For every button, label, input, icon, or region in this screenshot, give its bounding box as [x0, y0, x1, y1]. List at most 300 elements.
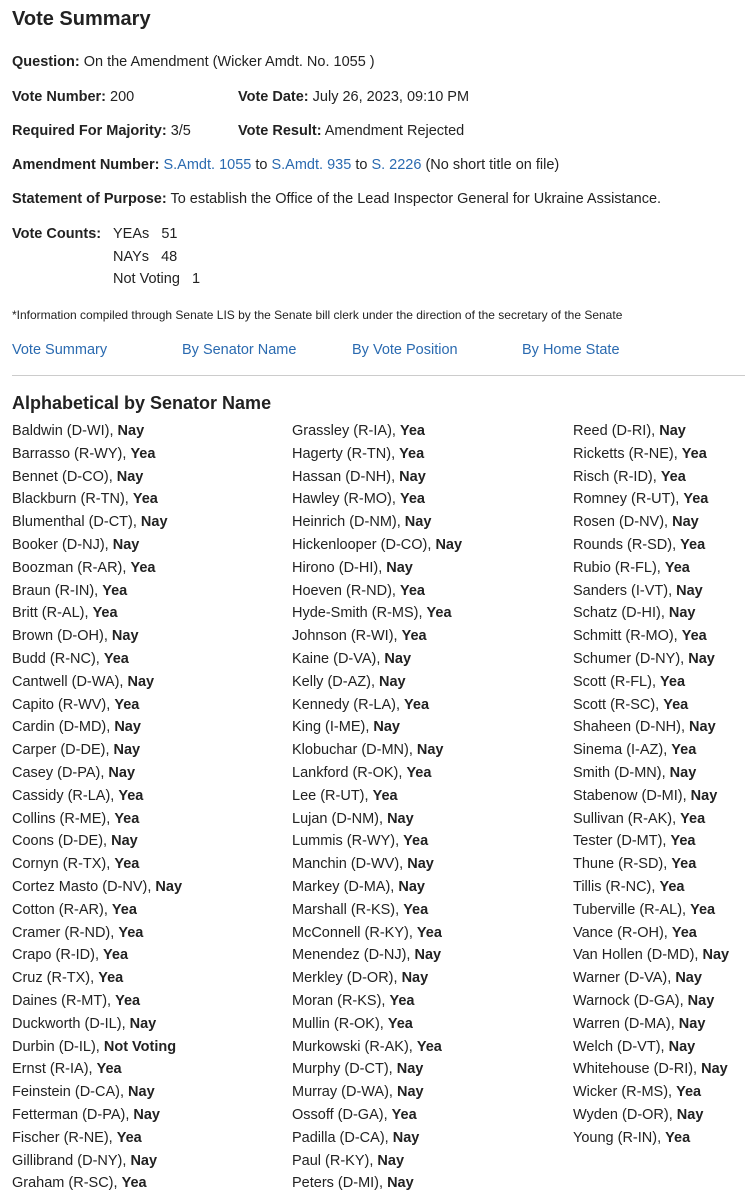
- senator-row: [292, 580, 552, 603]
- senator-row: [573, 990, 745, 1013]
- senator-vote: Nay: [116, 468, 144, 485]
- senator-vote: Yea: [98, 970, 124, 987]
- senator-vote: Yea: [111, 901, 137, 918]
- senator-vote: Yea: [670, 833, 696, 850]
- senator-row: [12, 716, 272, 739]
- senator-name: Feinstein (D-CA),: [12, 1084, 124, 1101]
- senator-row: [292, 488, 552, 511]
- senator-vote: Nay: [377, 1152, 405, 1169]
- vote-result-label: Vote Result:: [238, 123, 322, 139]
- yeas-count: [113, 226, 178, 242]
- required-majority-label: Required For Majority:: [12, 123, 167, 139]
- senator-row: [573, 602, 745, 625]
- senator-name: Crapo (R-ID),: [12, 947, 100, 964]
- senator-name: Cramer (R-ND),: [12, 924, 115, 941]
- senator-vote: Nay: [373, 719, 400, 736]
- senator-row: [12, 488, 272, 511]
- senator-vote: Nay: [386, 559, 413, 576]
- senator-vote: Yea: [660, 468, 686, 485]
- senator-row: [12, 1081, 272, 1104]
- senator-name: Hagerty (R-TN),: [292, 445, 396, 462]
- senator-row: [292, 739, 552, 762]
- senator-vote: Yea: [115, 992, 141, 1009]
- senator-vote: Yea: [664, 559, 690, 576]
- vote-number-value: 200: [110, 89, 135, 105]
- senator-row: [12, 739, 272, 762]
- senator-row: [292, 967, 552, 990]
- senator-row: [292, 466, 552, 489]
- senator-vote: Yea: [116, 1129, 142, 1146]
- senator-row: [12, 830, 272, 853]
- senator-row: [292, 1150, 552, 1173]
- senator-name: Kaine (D-VA),: [292, 650, 381, 667]
- senator-row: [292, 808, 552, 831]
- senator-vote: Nay: [155, 878, 183, 895]
- senator-vote: Nay: [669, 764, 697, 781]
- senator-row: [573, 488, 745, 511]
- senator-row: [12, 694, 272, 717]
- senator-name: Blumenthal (D-CT),: [12, 514, 137, 531]
- senator-vote: Yea: [671, 742, 697, 759]
- senator-vote: Yea: [372, 787, 398, 804]
- senator-vote: Nay: [387, 1175, 414, 1192]
- senator-name: Boozman (R-AR),: [12, 559, 127, 576]
- senator-vote: Nay: [689, 719, 716, 736]
- senator-name: Hickenlooper (D-CO),: [292, 536, 432, 553]
- senator-vote: Nay: [398, 878, 425, 895]
- senator-row: [12, 671, 272, 694]
- senator-name: Moran (R-KS),: [292, 992, 386, 1009]
- senator-row: [573, 876, 745, 899]
- senator-name: Hirono (D-HI),: [292, 559, 383, 576]
- senator-name: Schatz (D-HI),: [573, 605, 665, 622]
- senator-name: Wicker (R-MS),: [573, 1084, 673, 1101]
- senator-name: Lummis (R-WY),: [292, 833, 400, 850]
- senator-name: Carper (D-DE),: [12, 742, 110, 759]
- senator-vote: Yea: [416, 1038, 442, 1055]
- senator-row: [573, 922, 745, 945]
- senator-row: [12, 967, 272, 990]
- senator-row: [573, 1058, 745, 1081]
- amendment-sep-2: to: [355, 157, 368, 173]
- senator-vote: Nay: [111, 628, 139, 645]
- required-majority-row: [12, 123, 191, 139]
- statement-label: Statement of Purpose:: [12, 191, 167, 207]
- senator-name: Smith (D-MN),: [573, 764, 666, 781]
- senator-name: Hassan (D-NH),: [292, 468, 396, 485]
- senator-vote: Yea: [130, 559, 156, 576]
- senator-vote: Nay: [678, 1015, 706, 1032]
- senator-name: Tillis (R-NC),: [573, 878, 656, 895]
- senator-row: [573, 739, 745, 762]
- senator-vote: Yea: [404, 696, 430, 713]
- senator-column-1: [12, 420, 272, 1195]
- senator-vote: Yea: [681, 445, 707, 462]
- not-voting-count: [113, 271, 200, 287]
- senator-vote: Yea: [659, 878, 685, 895]
- amendment-935-link[interactable]: S.Amdt. 935: [271, 157, 352, 173]
- required-majority-value: 3/5: [170, 123, 191, 139]
- senator-name: Merkley (D-OR),: [292, 970, 398, 987]
- senator-name: Warner (D-VA),: [573, 970, 672, 987]
- tab-by-senator-name[interactable]: By Senator Name: [182, 342, 297, 358]
- senator-row: [12, 1127, 272, 1150]
- senator-row: [573, 420, 745, 443]
- senator-vote: Yea: [387, 1015, 413, 1032]
- senator-name: Ricketts (R-NE),: [573, 445, 678, 462]
- senator-vote: Nay: [379, 673, 406, 690]
- senator-row: [573, 1127, 745, 1150]
- senator-vote: Nay: [387, 810, 414, 827]
- senator-name: Sanders (I-VT),: [573, 582, 673, 599]
- amendment-number-label: Amendment Number:: [12, 157, 160, 173]
- senator-vote: Nay: [401, 970, 429, 987]
- senator-name: Lujan (D-NM),: [292, 810, 384, 827]
- senator-name: Baldwin (D-WI),: [12, 423, 114, 439]
- senator-name: Warren (D-MA),: [573, 1015, 675, 1032]
- senator-vote: Yea: [399, 423, 425, 439]
- senator-row: [573, 466, 745, 489]
- senator-row: [573, 944, 745, 967]
- senator-vote: Yea: [406, 764, 432, 781]
- senator-name: Stabenow (D-MI),: [573, 787, 687, 804]
- page-title: Vote Summary: [12, 8, 151, 30]
- senator-row: [292, 625, 552, 648]
- senator-row: [292, 534, 552, 557]
- senator-name: Young (R-IN),: [573, 1129, 662, 1146]
- senator-name: Budd (R-NC),: [12, 650, 100, 667]
- senator-row: [292, 1036, 552, 1059]
- senator-name: Van Hollen (D-MD),: [573, 947, 699, 964]
- statement-value: To establish the Office of the Lead Inspector General for Ukraine Assistance.: [170, 191, 662, 207]
- senator-vote: Yea: [399, 582, 425, 599]
- senator-name: Sinema (I-AZ),: [573, 742, 668, 759]
- senator-row: [292, 785, 552, 808]
- vote-result-value: Amendment Rejected: [324, 123, 465, 139]
- senator-vote: Nay: [396, 1084, 424, 1101]
- senator-vote: Nay: [384, 650, 412, 667]
- senator-row: [12, 602, 272, 625]
- senator-name: Whitehouse (D-RI),: [573, 1061, 698, 1078]
- yeas-value: 51: [161, 226, 178, 242]
- senator-row: [292, 876, 552, 899]
- senator-vote: Nay: [396, 1061, 424, 1078]
- senator-name: Mullin (R-OK),: [292, 1015, 384, 1032]
- senator-row: [573, 694, 745, 717]
- senator-name: Cruz (R-TX),: [12, 970, 95, 987]
- amendment-1055-link[interactable]: S.Amdt. 1055: [163, 157, 252, 173]
- senator-name: Capito (R-WV),: [12, 696, 111, 713]
- senator-vote: Nay: [675, 970, 702, 987]
- nays-value: 48: [161, 248, 178, 265]
- senator-row: [12, 511, 272, 534]
- bill-2226-link[interactable]: S. 2226: [371, 157, 422, 173]
- senator-name: Manchin (D-WV),: [292, 856, 404, 873]
- vote-number-row: [12, 89, 134, 105]
- senator-name: Peters (D-MI),: [292, 1175, 384, 1192]
- senator-vote: Yea: [416, 924, 442, 941]
- senator-row: [292, 762, 552, 785]
- vote-date-row: [238, 89, 469, 105]
- senator-row: [292, 1081, 552, 1104]
- senator-row: [12, 808, 272, 831]
- senator-row: [573, 557, 745, 580]
- senator-row: [12, 443, 272, 466]
- senator-name: Cantwell (D-WA),: [12, 673, 124, 690]
- senator-row: [292, 944, 552, 967]
- senator-name: Cotton (R-AR),: [12, 901, 108, 918]
- senator-row: [292, 990, 552, 1013]
- senator-vote: Yea: [690, 901, 716, 918]
- senator-name: Tester (D-MT),: [573, 833, 667, 850]
- senator-row: [573, 808, 745, 831]
- senator-row: [573, 762, 745, 785]
- tab-by-home-state[interactable]: By Home State: [522, 342, 620, 358]
- senator-row: [12, 762, 272, 785]
- senator-row: [12, 1058, 272, 1081]
- senator-vote: Yea: [671, 856, 697, 873]
- senator-name: Graham (R-SC),: [12, 1175, 118, 1192]
- senator-vote: Yea: [403, 833, 429, 850]
- nays-label: NAYs: [113, 248, 149, 265]
- senator-name: Fetterman (D-PA),: [12, 1106, 130, 1123]
- amendment-tail: (No short title on file): [425, 157, 560, 173]
- senator-vote: Yea: [121, 1175, 147, 1192]
- senator-name: Rounds (R-SD),: [573, 536, 677, 553]
- senator-vote: Nay: [407, 856, 434, 873]
- senator-vote: Yea: [399, 491, 425, 508]
- senator-row: [573, 648, 745, 671]
- senator-row: [292, 671, 552, 694]
- vote-result-row: [238, 123, 464, 139]
- senator-vote: Yea: [96, 1061, 122, 1078]
- senator-vote: Yea: [114, 696, 140, 713]
- senator-vote: Yea: [676, 1084, 702, 1101]
- senator-name: Ossoff (D-GA),: [292, 1106, 388, 1123]
- vote-date-value: July 26, 2023, 09:10 PM: [312, 89, 470, 105]
- senator-row: [292, 922, 552, 945]
- senator-vote: Yea: [114, 810, 140, 827]
- senator-row: [12, 922, 272, 945]
- senator-row: [573, 1036, 745, 1059]
- senator-vote: Nay: [128, 1084, 155, 1101]
- senator-vote: Nay: [676, 582, 703, 599]
- senator-row: [12, 853, 272, 876]
- senator-vote: Nay: [690, 787, 718, 804]
- senator-vote: Nay: [129, 1015, 157, 1032]
- senator-vote: Nay: [140, 514, 168, 531]
- senator-vote: Yea: [663, 696, 689, 713]
- senator-row: [12, 785, 272, 808]
- nays-count: [113, 249, 177, 265]
- senator-row: [12, 944, 272, 967]
- senator-vote: Nay: [659, 423, 686, 439]
- senator-row: [292, 1058, 552, 1081]
- senator-name: Britt (R-AL),: [12, 605, 89, 622]
- question-label: Question:: [12, 54, 80, 70]
- senator-vote: Yea: [665, 1129, 691, 1146]
- senator-name: Scott (R-SC),: [573, 696, 660, 713]
- question-value: On the Amendment (Wicker Amdt. No. 1055 ): [83, 54, 375, 70]
- senator-vote: Yea: [680, 536, 706, 553]
- senator-name: Klobuchar (D-MN),: [292, 742, 413, 759]
- senator-name: Cardin (D-MD),: [12, 719, 111, 736]
- senator-name: Heinrich (D-NM),: [292, 514, 401, 531]
- senator-row: [292, 648, 552, 671]
- tab-vote-summary[interactable]: Vote Summary: [12, 342, 108, 358]
- senator-name: Hoeven (R-ND),: [292, 582, 396, 599]
- senator-vote: Yea: [389, 992, 415, 1009]
- senator-vote: Yea: [391, 1106, 417, 1123]
- senator-vote: Nay: [113, 742, 141, 759]
- senator-name: Murkowski (R-AK),: [292, 1038, 413, 1055]
- senator-vote: Nay: [117, 423, 145, 439]
- senator-row: [12, 1150, 272, 1173]
- senator-row: [292, 899, 552, 922]
- senator-vote: Yea: [660, 673, 686, 690]
- senator-row: [292, 511, 552, 534]
- senator-row: [12, 580, 272, 603]
- senator-row: [573, 580, 745, 603]
- senator-column-2: [292, 420, 552, 1195]
- senator-row: [292, 1013, 552, 1036]
- senator-vote: Yea: [401, 628, 427, 645]
- senator-column-3: [573, 420, 745, 1150]
- senator-name: Brown (D-OH),: [12, 628, 108, 645]
- senator-row: [292, 694, 552, 717]
- senator-name: Menendez (D-NJ),: [292, 947, 411, 964]
- senator-name: Grassley (R-IA),: [292, 423, 396, 439]
- senator-name: Kennedy (R-LA),: [292, 696, 400, 713]
- senator-vote: Yea: [680, 810, 706, 827]
- footnote: *Information compiled through Senate LIS by the Senate bill clerk under the direction of the secretary of the Senate: [12, 308, 623, 322]
- senator-vote: Nay: [112, 536, 140, 553]
- senator-row: [12, 1036, 272, 1059]
- senator-row: [573, 967, 745, 990]
- senator-name: Vance (R-OH),: [573, 924, 668, 941]
- senator-row: [573, 671, 745, 694]
- senator-name: Marshall (R-KS),: [292, 901, 400, 918]
- senator-vote: Nay: [701, 1061, 728, 1078]
- senator-vote: Yea: [399, 445, 425, 462]
- senator-name: Daines (R-MT),: [12, 992, 112, 1009]
- senator-row: [292, 853, 552, 876]
- senator-name: Gillibrand (D-NY),: [12, 1152, 127, 1169]
- senator-row: [12, 1172, 272, 1195]
- senator-name: Lankford (R-OK),: [292, 764, 403, 781]
- senator-name: Cornyn (R-TX),: [12, 856, 111, 873]
- yeas-label: YEAs: [113, 226, 150, 242]
- senator-vote: Yea: [118, 924, 144, 941]
- senator-vote: Nay: [676, 1106, 704, 1123]
- senator-row: [573, 625, 745, 648]
- section-title: Alphabetical by Senator Name: [12, 393, 272, 413]
- senator-name: Wyden (D-OR),: [573, 1106, 673, 1123]
- senator-name: Paul (R-KY),: [292, 1152, 374, 1169]
- senator-name: Schmitt (R-MO),: [573, 628, 678, 645]
- senator-row: [573, 1081, 745, 1104]
- senator-name: Collins (R-ME),: [12, 810, 111, 827]
- senator-name: Rubio (R-FL),: [573, 559, 661, 576]
- senator-vote: Nay: [108, 764, 136, 781]
- senator-vote: Yea: [403, 901, 429, 918]
- senator-row: [573, 1013, 745, 1036]
- senator-name: McConnell (R-KY),: [292, 924, 413, 941]
- senator-row: [573, 785, 745, 808]
- senator-row: [12, 534, 272, 557]
- senator-name: Hawley (R-MO),: [292, 491, 396, 508]
- senator-row: [12, 1104, 272, 1127]
- senator-row: [573, 1104, 745, 1127]
- senator-vote: Yea: [681, 628, 707, 645]
- senator-name: Casey (D-PA),: [12, 764, 105, 781]
- senator-name: Cassidy (R-LA),: [12, 787, 115, 804]
- senator-row: [573, 511, 745, 534]
- senator-row: [292, 716, 552, 739]
- senator-vote: Nay: [404, 514, 432, 531]
- senator-name: Scott (R-FL),: [573, 673, 656, 690]
- senator-vote: Yea: [114, 856, 140, 873]
- tab-by-vote-position[interactable]: By Vote Position: [352, 342, 458, 358]
- senator-name: Johnson (R-WI),: [292, 628, 398, 645]
- senator-name: Shaheen (D-NH),: [573, 719, 686, 736]
- senator-vote: Yea: [103, 650, 129, 667]
- senator-vote: Yea: [118, 787, 144, 804]
- senator-vote: Nay: [133, 1106, 160, 1123]
- question-row: [12, 54, 375, 70]
- section-divider: [12, 375, 745, 376]
- senator-row: [573, 853, 745, 876]
- senator-row: [292, 830, 552, 853]
- amendment-sep-1: to: [255, 157, 268, 173]
- senator-vote: Nay: [114, 719, 141, 736]
- senator-vote: Nay: [414, 947, 442, 964]
- senator-row: [573, 899, 745, 922]
- senator-row: [573, 830, 745, 853]
- senator-row: [292, 443, 552, 466]
- senator-name: Padilla (D-CA),: [292, 1129, 389, 1146]
- senator-name: Barrasso (R-WY),: [12, 445, 127, 462]
- senator-vote: Nay: [672, 514, 699, 531]
- vote-counts-label: Vote Counts:: [12, 226, 102, 242]
- senator-name: Tuberville (R-AL),: [573, 901, 687, 918]
- senator-name: Romney (R-UT),: [573, 491, 680, 508]
- senator-name: Lee (R-UT),: [292, 787, 369, 804]
- senator-vote: Yea: [102, 582, 128, 599]
- senator-vote: Nay: [399, 468, 426, 485]
- senator-row: [12, 466, 272, 489]
- senator-vote: Nay: [702, 947, 730, 964]
- senator-name: Duckworth (D-IL),: [12, 1015, 126, 1032]
- senator-name: Reed (D-RI),: [573, 423, 656, 439]
- senator-row: [12, 990, 272, 1013]
- vote-number-label: Vote Number:: [12, 89, 106, 105]
- senator-row: [12, 420, 272, 443]
- senator-vote: Yea: [426, 605, 452, 622]
- senator-vote: Yea: [671, 924, 697, 941]
- senator-row: [12, 876, 272, 899]
- senator-vote: Not Voting: [103, 1038, 177, 1055]
- senator-name: Warnock (D-GA),: [573, 992, 684, 1009]
- senator-vote: Nay: [435, 536, 463, 553]
- senator-row: [292, 1127, 552, 1150]
- senator-name: Kelly (D-AZ),: [292, 673, 375, 690]
- senator-row: [12, 648, 272, 671]
- senator-name: Fischer (R-NE),: [12, 1129, 113, 1146]
- senator-name: King (I-ME),: [292, 719, 370, 736]
- senator-name: Bennet (D-CO),: [12, 468, 113, 485]
- senator-name: Schumer (D-NY),: [573, 650, 685, 667]
